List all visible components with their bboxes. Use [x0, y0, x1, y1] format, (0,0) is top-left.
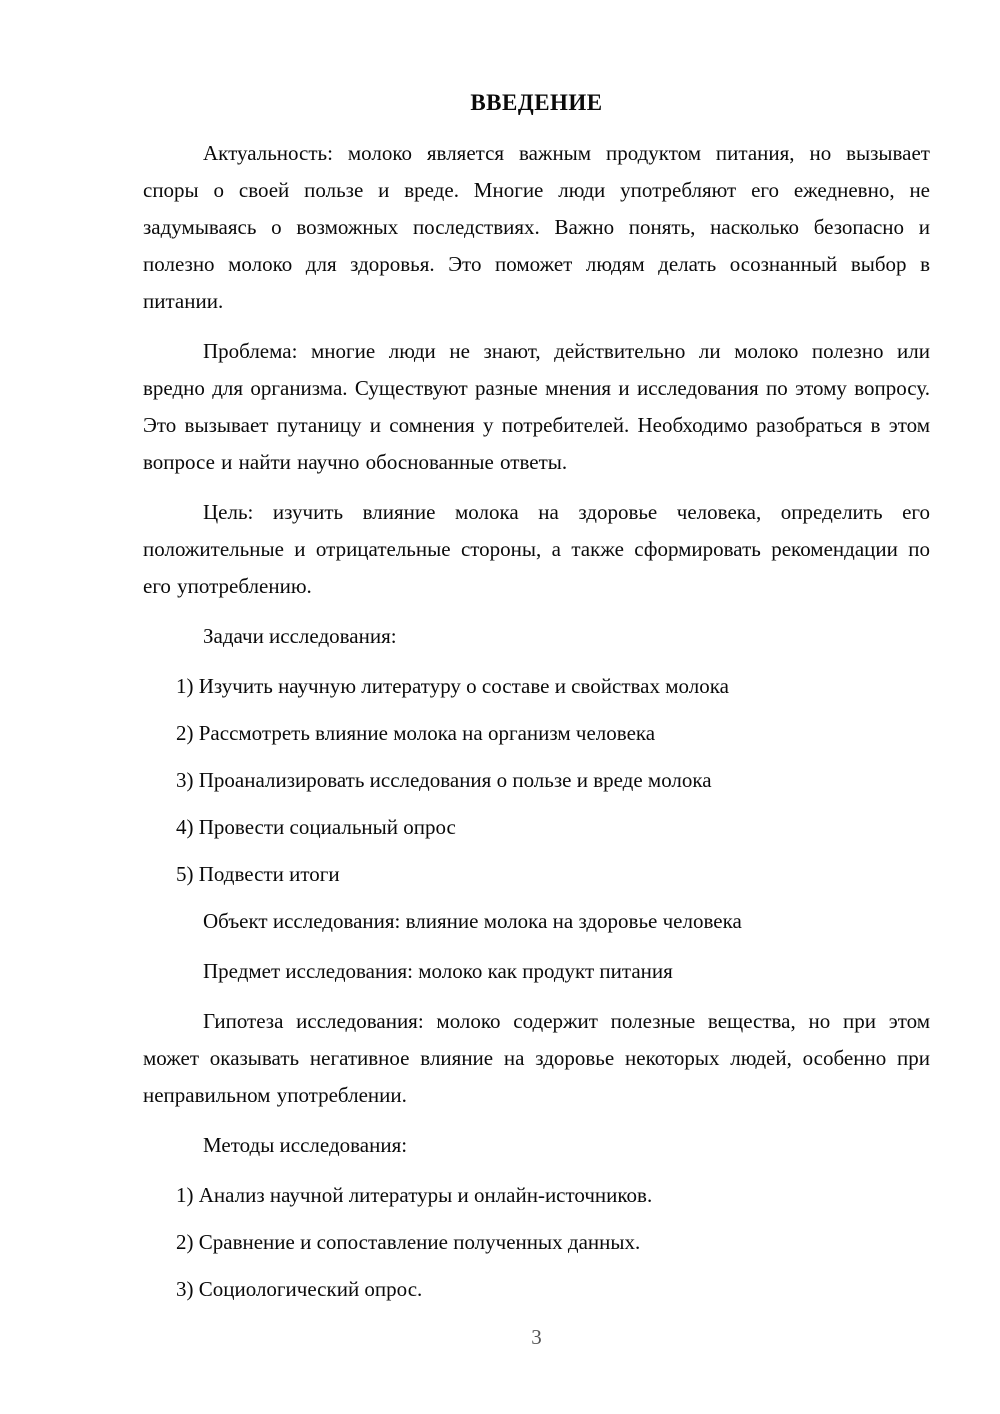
paragraph-hypothesis: Гипотеза исследования: молоко содержит полезные вещества, но при этом может оказывать негативное влияние на здоровье некоторых людей, особенно при неправильном употреблении.	[143, 1009, 930, 1107]
page-number: 3	[531, 1325, 542, 1349]
methods-heading: Методы исследования:	[203, 1133, 408, 1157]
page-title: ВВЕДЕНИЕ	[470, 90, 603, 115]
tasks-heading: Задачи исследования:	[203, 624, 397, 648]
paragraph-problem: Проблема: многие люди не знают, действительно ли молоко полезно или вредно для организма. Существуют разные мнения и исследования по этому вопросу. Это вызывает путаницу и сомнения у потребителей. Необходимо разобраться в этом вопросе и найти научно обоснованные ответы.	[143, 339, 930, 474]
task-item-1: 1) Изучить научную литературу о составе и свойствах молока	[176, 674, 729, 698]
method-item-1: 1) Анализ научной литературы и онлайн-источников.	[176, 1183, 653, 1207]
paragraph-goal: Цель: изучить влияние молока на здоровье человека, определить его положительные и отрицательные стороны, а также сформировать рекомендации по его употреблению.	[143, 500, 930, 598]
subject-line: Предмет исследования: молоко как продукт питания	[203, 959, 673, 983]
task-item-3: 3) Проанализировать исследования о пользе и вреде молока	[176, 768, 712, 792]
paragraph-relevance: Актуальность: молоко является важным продуктом питания, но вызывает споры о своей пользе и вреде. Многие люди употребляют его ежедневно, не задумываясь о возможных последствиях. Важно понять, насколько безопасно и полезно молоко для здоровья. Это поможет людям делать осознанный выбор в питании.	[143, 141, 930, 313]
task-item-5: 5) Подвести итоги	[176, 862, 340, 886]
task-item-2: 2) Рассмотреть влияние молока на организм человека	[176, 721, 656, 745]
page-content	[143, 88, 930, 1318]
object-line: Объект исследования: влияние молока на здоровье человека	[203, 909, 742, 933]
task-item-4: 4) Провести социальный опрос	[176, 815, 456, 839]
method-item-2: 2) Сравнение и сопоставление полученных данных.	[176, 1230, 641, 1254]
method-item-3: 3) Социологический опрос.	[176, 1277, 423, 1301]
